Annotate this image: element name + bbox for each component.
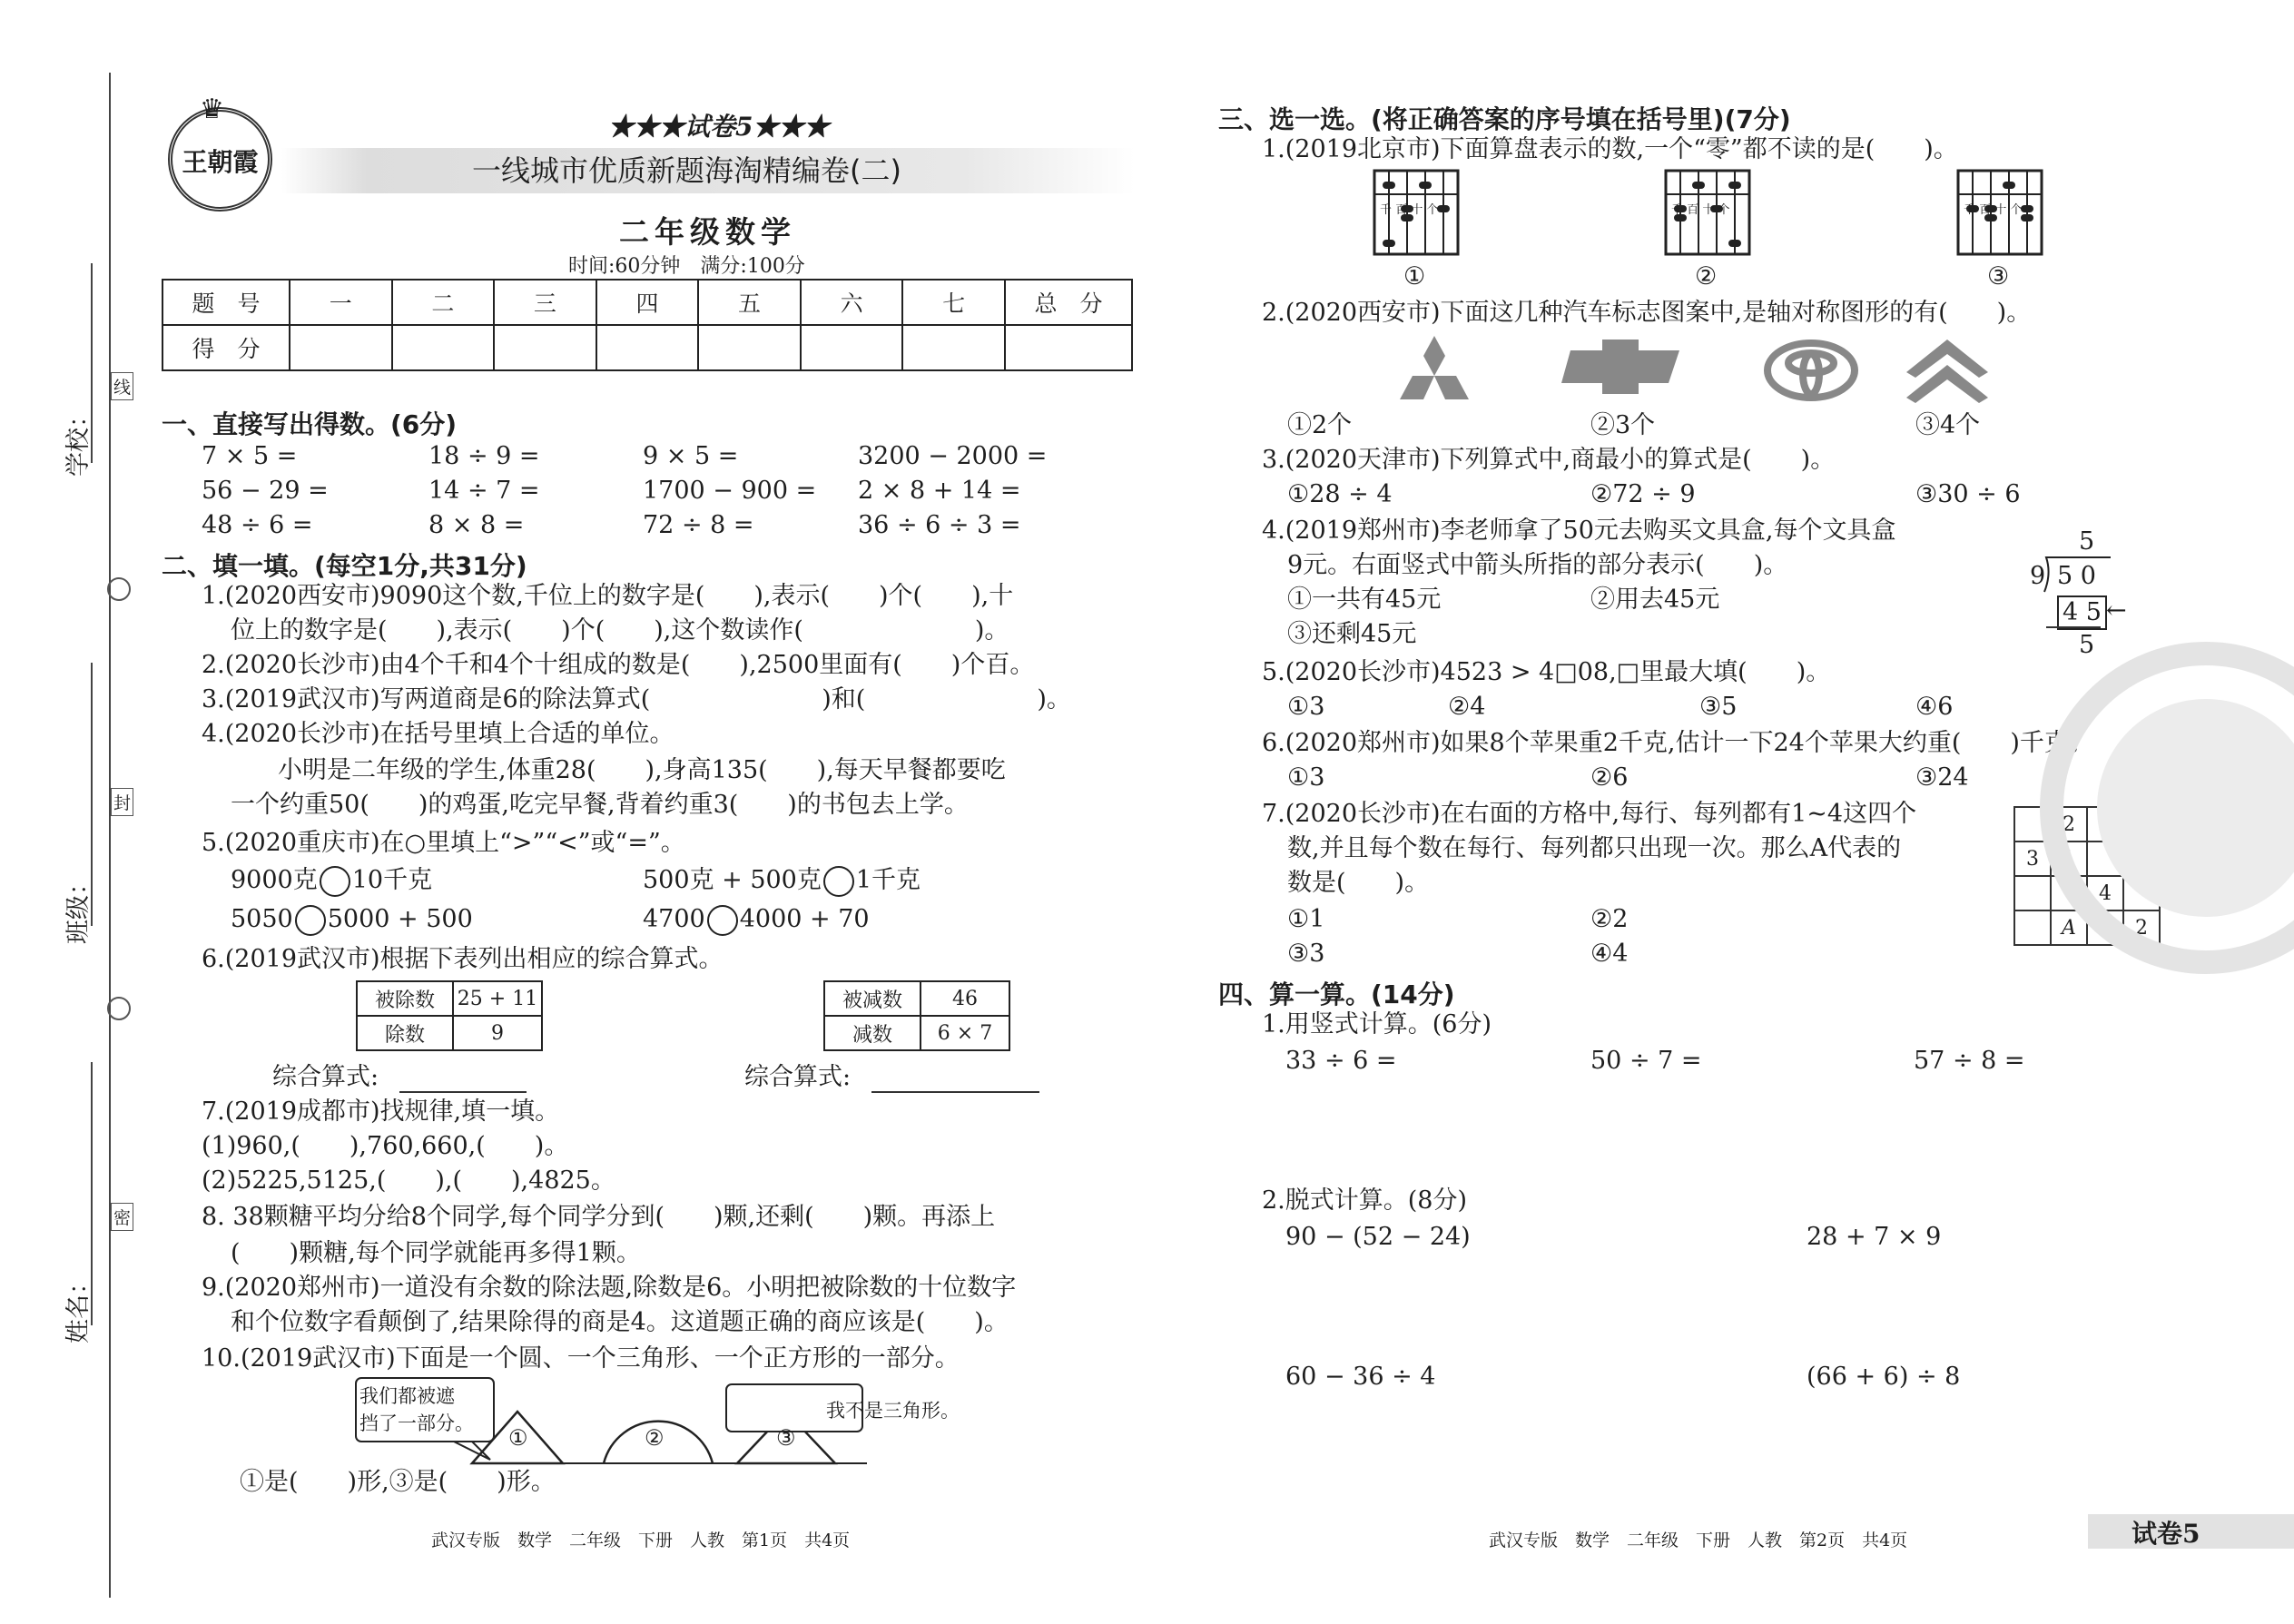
formula-blank[interactable] — [871, 1091, 1039, 1093]
q3-5-option: ①3 — [1287, 693, 1325, 721]
oral-item: 48 ÷ 6 = — [202, 511, 313, 539]
q3-7-option: ①1 — [1287, 905, 1325, 933]
oral-item: 72 ÷ 8 = — [643, 511, 754, 539]
vertical-calc-item: 33 ÷ 6 = — [1285, 1047, 1397, 1075]
school-label: 学校： — [64, 403, 93, 477]
q2-7-1: (1)960,( ),760,660,( )。 — [202, 1132, 569, 1160]
q3-4-line1: 4.(2019郑州市)李老师拿了50元去购买文具盒,每个文具盒 — [1262, 517, 1896, 545]
binding-hole-icon — [107, 577, 131, 601]
brand-logo: ♛ 王朝霞 — [168, 107, 272, 212]
table-cell: 被减数 — [824, 981, 921, 1016]
abacus-option: ③ — [1987, 262, 2010, 290]
q2-4-line2: 一个约重50( )的鸡蛋,吃完早餐,背着约重3( )的书包去上学。 — [231, 791, 969, 819]
speech-bubble-1-line1: 我们都被遮 — [359, 1385, 455, 1407]
q2-10-answer: ①是( )形,③是( )形。 — [240, 1468, 556, 1496]
q3-2-option: ③4个 — [1915, 411, 1981, 439]
score-header-cell: 四 — [596, 280, 699, 325]
chevrolet-logo-icon — [1561, 340, 1679, 394]
score-row-label: 得 分 — [162, 325, 290, 370]
stepwise-calc-item: 90 − (52 − 24) — [1285, 1223, 1471, 1251]
q2-5: 5.(2020重庆市)在○里填上“>”“<”或“=”。 — [202, 829, 685, 857]
footer-tag: 试卷5 — [2132, 1519, 2200, 1549]
q2-4-line1: 小明是二年级的学生,体重28( ),身高135( ),每天早餐都要吃 — [278, 756, 1006, 784]
shape-label: ③ — [776, 1425, 796, 1451]
table-cell: 46 — [921, 981, 1009, 1016]
abacus-option: ② — [1695, 262, 1718, 290]
score-header-cell: 二 — [392, 280, 495, 325]
q3-4-option: ③还剩45元 — [1287, 620, 1417, 648]
q2-1-line1: 1.(2020西安市)9090这个数,千位上的数字是( ),表示( )个( ),十 — [202, 582, 1014, 610]
score-input-cell[interactable] — [698, 325, 801, 370]
q3-3-option: ③30 ÷ 6 — [1915, 480, 2021, 508]
score-input-cell[interactable] — [290, 325, 392, 370]
q3-7-line3: 数是( )。 — [1287, 869, 1430, 897]
q3-7-option: ②2 — [1590, 905, 1629, 933]
oral-item: 2 × 8 + 14 = — [858, 477, 1021, 505]
compare-circle[interactable] — [295, 905, 326, 936]
calc-part-1: 1.用竖式计算。(6分) — [1262, 1010, 1492, 1038]
q3-2-option: ①2个 — [1287, 411, 1353, 439]
q2-1-line2: 位上的数字是( ),表示( )个( ),这个数读作( )。 — [231, 616, 1009, 645]
seal-seal-mark: 封 — [111, 788, 133, 816]
q3-7-line2: 数,并且每个数在每行、每列都只出现一次。那么A代表的 — [1287, 834, 1902, 862]
q3-3: 3.(2020天津市)下列算式中,商最小的算式是( )。 — [1262, 446, 1836, 474]
seal-secret-mark: 密 — [111, 1203, 133, 1231]
stepwise-calc-item: 60 − 36 ÷ 4 — [1285, 1363, 1436, 1391]
q2-2: 2.(2020长沙市)由4个千和4个十组成的数是( ),2500里面有( )个百。 — [202, 651, 1035, 679]
compare-item: 9000克 10千克 — [231, 865, 432, 897]
score-header-cell: 五 — [698, 280, 801, 325]
q3-6: 6.(2020郑州市)如果8个苹果重2千克,估计一下24个苹果大约重( )千克。 — [1262, 729, 2093, 757]
formula-label: 综合算式: — [272, 1063, 379, 1091]
mitsubishi-logo-icon — [1400, 336, 1469, 399]
oral-item: 9 × 5 = — [643, 442, 739, 470]
q3-3-option: ②72 ÷ 9 — [1590, 480, 1696, 508]
q3-7-line1: 7.(2020长沙市)在右面的方格中,每行、每列都有1~4这四个 — [1262, 800, 1917, 828]
name-label: 姓名： — [64, 1270, 93, 1343]
q3-5-option: ②4 — [1448, 693, 1486, 721]
footer-left: 武汉专版 数学 二年级 下册 人教 第1页 共4页 — [431, 1530, 851, 1550]
paper-title: 一线城市优质新题海淘精编卷(二) — [472, 153, 901, 188]
oral-item: 1700 − 900 = — [643, 477, 817, 505]
vertical-calc-item: 57 ÷ 8 = — [1914, 1047, 2025, 1075]
q2-7-2: (2)5225,5125,( ),( ),4825。 — [202, 1166, 615, 1195]
score-header-cell: 六 — [801, 280, 903, 325]
vertical-calc-item: 50 ÷ 7 = — [1590, 1047, 1702, 1075]
oral-item: 7 × 5 = — [202, 442, 298, 470]
oral-item: 3200 − 2000 = — [858, 442, 1048, 470]
q3-2: 2.(2020西安市)下面这几种汽车标志图案中,是轴对称图形的有( )。 — [1262, 299, 2032, 327]
exam-meta: 时间:60分钟 满分:100分 — [568, 255, 805, 278]
speech-bubble-1-line2: 挡了一部分。 — [359, 1412, 474, 1434]
oral-item: 8 × 8 = — [428, 511, 525, 539]
q3-6-option: ①3 — [1287, 763, 1325, 792]
formula-label: 综合算式: — [744, 1063, 852, 1091]
crown-icon: ♛ — [200, 94, 224, 125]
score-input-cell[interactable] — [801, 325, 903, 370]
score-input-cell[interactable] — [494, 325, 596, 370]
compare-circle[interactable] — [823, 866, 854, 897]
seal-line-mark: 线 — [111, 372, 133, 400]
q3-7-option: ③3 — [1287, 940, 1325, 968]
compare-item: 4700 4000 + 70 — [643, 904, 870, 936]
abacus-option: ① — [1403, 262, 1426, 290]
stepwise-calc-item: (66 + 6) ÷ 8 — [1807, 1363, 1961, 1391]
score-input-cell[interactable] — [392, 325, 495, 370]
score-header-cell: 题 号 — [162, 280, 290, 325]
q3-5: 5.(2020长沙市)4523 > 4□08,□里最大填( )。 — [1262, 658, 1831, 686]
class-label: 班级： — [64, 871, 93, 944]
score-header-cell: 总 分 — [1005, 280, 1132, 325]
score-input-cell[interactable] — [596, 325, 699, 370]
oral-item: 18 ÷ 9 = — [428, 442, 540, 470]
score-input-cell[interactable] — [1005, 325, 1132, 370]
section-2-title: 二、填一填。(每空1分,共31分) — [162, 551, 527, 581]
q2-9-line1: 9.(2020郑州市)一道没有余数的除法题,除数是6。小明把被除数的十位数字 — [202, 1274, 1017, 1302]
score-header-cell: 七 — [902, 280, 1005, 325]
subject-title: 二年级数学 — [619, 214, 796, 250]
binding-hole-icon — [107, 997, 131, 1020]
q2-10: 10.(2019武汉市)下面是一个圆、一个三角形、一个正方形的一部分。 — [202, 1344, 960, 1373]
q3-6-option: ②6 — [1590, 763, 1629, 792]
q3-3-option: ①28 ÷ 4 — [1287, 480, 1393, 508]
score-header-cell: 一 — [290, 280, 392, 325]
oral-item: 36 ÷ 6 ÷ 3 = — [858, 511, 1021, 539]
compare-circle[interactable] — [707, 905, 738, 936]
arrow-icon: ← — [2106, 596, 2127, 625]
table-cell: 6 × 7 — [921, 1016, 1009, 1050]
q2-7: 7.(2019成都市)找规律,填一填。 — [202, 1097, 560, 1126]
car-logos — [1398, 336, 2024, 410]
q2-3: 3.(2019武汉市)写两道商是6的除法算式( )和( )。 — [202, 685, 1071, 714]
calc-part-2: 2.脱式计算。(8分) — [1262, 1186, 1468, 1215]
toyota-logo-icon — [1767, 343, 1855, 398]
series-label: ★★★试卷5★★★ — [608, 112, 830, 142]
q2-6: 6.(2019武汉市)根据下表列出相应的综合算式。 — [202, 945, 724, 973]
table-cell: 25 + 11 — [453, 981, 542, 1016]
score-table — [162, 279, 1133, 371]
formula-blank[interactable] — [399, 1091, 527, 1093]
section-1-title: 一、直接写出得数。(6分) — [162, 409, 458, 439]
q6-table-1 — [356, 980, 543, 1051]
section-3-title: 三、选一选。(将正确答案的序号填在括号里)(7分) — [1218, 104, 1791, 134]
stepwise-calc-item: 28 + 7 × 9 — [1807, 1223, 1942, 1251]
q3-4-option: ①一共有45元 — [1287, 586, 1442, 614]
shape-label: ② — [645, 1425, 665, 1451]
compare-item: 5050 5000 + 500 — [231, 904, 473, 936]
watermark-seal — [2033, 635, 2294, 980]
shape-label: ① — [508, 1425, 528, 1451]
score-input-cell[interactable] — [902, 325, 1005, 370]
table-cell: 除数 — [357, 1016, 453, 1050]
citroen-logo-icon — [1906, 340, 1988, 403]
speech-bubble-2: 我不是三角形。 — [826, 1400, 960, 1422]
table-cell: 减数 — [824, 1016, 921, 1050]
q2-4: 4.(2020长沙市)在括号里填上合适的单位。 — [202, 720, 674, 748]
compare-item: 500克 + 500克 1千克 — [643, 865, 921, 897]
q6-table-2 — [823, 980, 1010, 1051]
q3-5-option: ③5 — [1699, 693, 1738, 721]
q3-5-option: ④6 — [1915, 693, 1954, 721]
q2-8-line1: 8. 38颗糖平均分给8个同学,每个同学分到( )颗,还剩( )颗。再添上 — [202, 1203, 996, 1231]
q3-7-option: ④4 — [1590, 940, 1629, 968]
table-cell: 被除数 — [357, 981, 453, 1016]
q2-8-line2: ( )颗糖,每个同学就能再多得1颗。 — [231, 1239, 641, 1267]
q3-4-option: ②用去45元 — [1590, 586, 1720, 614]
q3-6-option: ③24 — [1915, 763, 1969, 792]
score-header-cell: 三 — [494, 280, 596, 325]
q2-9-line2: 和个位数字看颠倒了,结果除得的商是4。这道题正确的商应该是( )。 — [231, 1308, 1009, 1336]
section-4-title: 四、算一算。(14分) — [1218, 979, 1455, 1009]
table-cell: 9 — [453, 1016, 542, 1050]
oral-item: 14 ÷ 7 = — [428, 477, 540, 505]
q3-2-option: ②3个 — [1590, 411, 1656, 439]
footer-right: 武汉专版 数学 二年级 下册 人教 第2页 共4页 — [1489, 1530, 1908, 1550]
q3-4-line2: 9元。右面竖式中箭头所指的部分表示( )。 — [1287, 551, 1788, 579]
oral-item: 56 − 29 = — [202, 477, 329, 505]
q3-1: 1.(2019北京市)下面算盘表示的数,一个“零”都不读的是( )。 — [1262, 135, 1958, 163]
compare-circle[interactable] — [320, 866, 350, 897]
